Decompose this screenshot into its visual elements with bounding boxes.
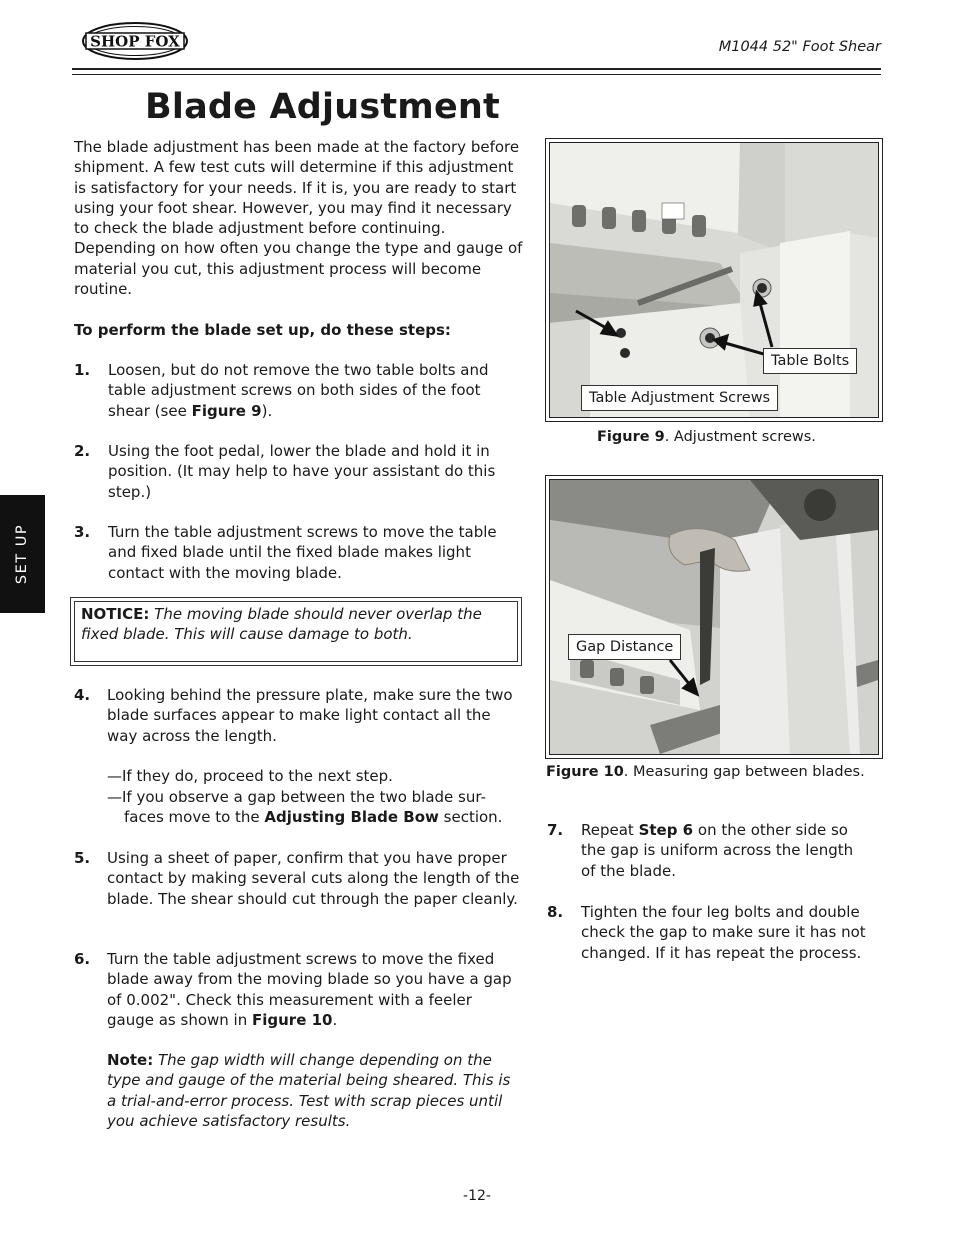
page-number: -12- (463, 1188, 491, 1204)
step-number: 1. (74, 361, 91, 379)
foot-shear-side-image (550, 143, 878, 417)
option-text: —If you observe a gap between the two blade sur-faces move to the (107, 788, 486, 827)
figure-reference: Figure 10 (252, 1010, 333, 1029)
model-name: M1044 52" Foot Shear (718, 39, 881, 55)
notice-text (81, 604, 511, 645)
step-note (107, 1050, 517, 1131)
caption-text: . Adjustment screws. (664, 429, 816, 445)
step-number: 5. (74, 849, 91, 867)
step-number: 4. (74, 686, 91, 704)
callout-table-bolts: Table Bolts (763, 348, 857, 374)
step-text-part: Turn the table adjustment screws to move the fixed blade away from the moving blade so you have a gap of 0.002". Check this measurement with a feeler gauge as shown in (107, 950, 512, 1029)
caption-label: Figure 10 (546, 764, 624, 780)
intro-paragraph: The blade adjustment has been made at the factory before shipment. A few test cuts will determine if this adjustment is satisfactory for your needs. If it is, you are ready to start using your foot shear. However, you may find it necessary to check the blade adjustment before continuing. Depending on how often you change the type and gauge of material you cut, this adjustment process will become routine. (74, 138, 523, 299)
notice-label: NOTICE: (81, 605, 150, 623)
step-text-part: Repeat (581, 821, 639, 839)
figure-10 (545, 475, 883, 759)
figure-reference: Figure 9 (191, 401, 262, 420)
step-text: Looking behind the pressure plate, make sure the two blade surfaces appear to make light contact all the way across the length. (107, 686, 513, 745)
step-text-part: . (332, 1010, 338, 1029)
step-text: Tighten the four leg bolts and double check the gap to make sure it has not changed. If it has repeat the process. (581, 903, 866, 962)
step-number: 2. (74, 442, 91, 460)
step-text: Using the foot pedal, lower the blade and hold it in position. (It may help to have your assistant do this step.) (108, 442, 496, 501)
figure-10-caption (546, 762, 865, 782)
caption-text: . Measuring gap between blades. (623, 764, 865, 780)
section-reference: Adjusting Blade Bow (264, 808, 439, 827)
shop-fox-logo (82, 22, 188, 60)
step-option-1: —If they do, proceed to the next step. (107, 767, 393, 785)
figure-10-photo (549, 479, 879, 755)
step-reference: Step 6 (638, 821, 694, 839)
step-text-part: Loosen, but do not remove the two table bolts and table adjustment screws on both sides of the foot shear (see (108, 361, 489, 420)
callout-gap-distance: Gap Distance (568, 634, 681, 660)
section-tab (0, 495, 45, 613)
notice-box (70, 597, 522, 666)
page-title: Blade Adjustment (145, 87, 500, 127)
step-number: 6. (74, 950, 91, 968)
section-tab-label: SET UP (13, 523, 30, 585)
step-text: Turn the table adjustment screws to move the table and fixed blade until the fixed blade makes light contact with the moving blade. (108, 523, 497, 582)
step-text: Using a sheet of paper, confirm that you have proper contact by making several cuts along the length of the blade. The shear should cut through the paper cleanly. (107, 849, 520, 908)
callout-table-adjustment-screws: Table Adjustment Screws (581, 385, 778, 411)
step-text (107, 949, 520, 1030)
logo-text: SHOP FOX (90, 32, 180, 51)
note-body: The gap width will change depending on the type and gauge of the material being sheared. This is a trial-and-error process. Test with scrap pieces until you achieve satisfactory results. (107, 1051, 511, 1130)
step-number: 3. (74, 523, 91, 541)
option-text: section. (438, 808, 503, 827)
figure-9 (545, 138, 883, 422)
step-text-part: ). (261, 401, 273, 420)
step-text-part: on the other side so the gap is uniform across the length of the blade. (581, 821, 854, 880)
step-option-2 (107, 787, 519, 828)
header-rule-thin (72, 74, 881, 75)
note-label: Note: (107, 1051, 154, 1069)
notice-body: The moving blade should never overlap the fixed blade. This will cause damage to both. (81, 605, 482, 644)
figure-9-caption (597, 427, 816, 447)
step-number: 7. (547, 821, 564, 839)
step-number: 8. (547, 903, 564, 921)
step-text (581, 820, 871, 881)
figure-9-photo (549, 142, 879, 418)
header-rule (72, 68, 881, 70)
steps-heading: To perform the blade set up, do these steps: (74, 321, 451, 339)
step-text (108, 360, 518, 421)
gap-measurement-image (550, 480, 878, 754)
caption-label: Figure 9 (597, 429, 665, 445)
